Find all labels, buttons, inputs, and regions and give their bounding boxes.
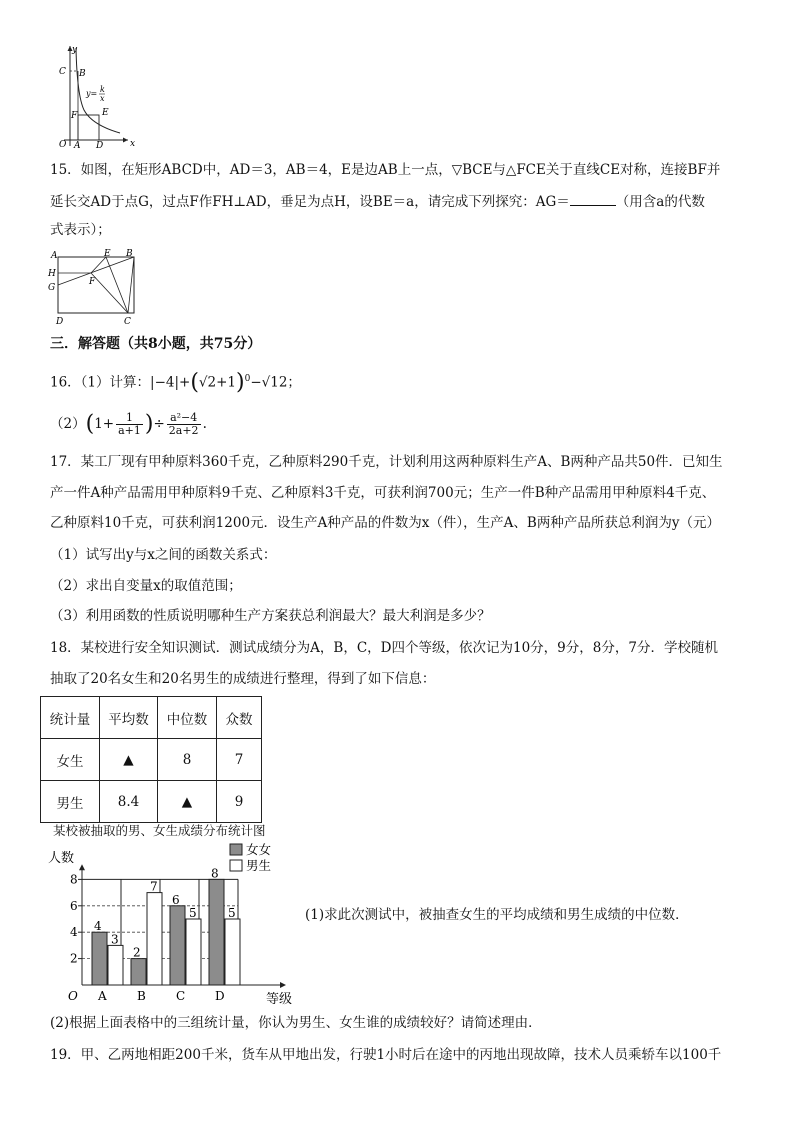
fig2-label-e: E — [104, 249, 111, 259]
bar-value-label: 4 — [94, 919, 102, 934]
q16-p2-one: 1+ — [94, 416, 115, 432]
q16-p2-div: ÷ — [153, 416, 165, 432]
fig2-label-d: D — [56, 317, 64, 326]
table-cell: 8 — [158, 739, 217, 781]
paren-close: ) — [236, 370, 245, 395]
fig1-label-o: O — [59, 140, 67, 150]
q19-line1: 19．甲、乙两地相距200千米，货车从甲地出发，行驶1小时后在途中的丙地出现故障，技术人员乘轿车以100千 — [50, 1047, 722, 1063]
fig1-label-a: A — [74, 141, 81, 150]
y-tick-label: 2 — [70, 951, 78, 966]
q15-line3: 式表示）； — [50, 222, 111, 238]
fraction-1: $\frac{1}{a+1}$ — [118, 411, 141, 437]
paren-open: ( — [190, 370, 199, 395]
table-cell: 8.4 — [100, 781, 158, 823]
bar-value-label: 5 — [228, 906, 236, 920]
q18-line2: 抽取了20名女生和20名男生的成绩进行整理，得到了如下信息： — [50, 671, 436, 687]
table-header-cell: 平均数 — [100, 697, 158, 739]
x-axis-label: 等级 — [266, 992, 293, 1007]
legend-swatch — [230, 844, 242, 855]
q17-line2: 产一件A种产品需用甲种原料9千克、乙种原料3千克，可获利润700元；生产一件B种产品需用甲种原料4千克、 — [50, 485, 716, 501]
fig1-label-k: k — [100, 85, 105, 94]
fig2-label-c: C — [124, 317, 131, 326]
table-cell: ▲ — [100, 739, 158, 781]
bar-value-label: 5 — [189, 906, 197, 920]
q18-sub1: (1)求此次测试中，被抽查女生的平均成绩和男生成绩的中位数． — [305, 907, 689, 923]
y-axis-label: 人数 — [48, 851, 75, 866]
q16-p1-suffix: −√12； — [250, 374, 301, 391]
bar-male — [225, 919, 240, 985]
bar-female — [131, 959, 146, 985]
fig1-label-x: x — [130, 139, 136, 149]
fig1-label-yeq: y= — [86, 89, 98, 98]
q16-part2 — [50, 412, 207, 442]
fig1-label-e: E — [102, 108, 109, 118]
bar-value-label: 8 — [211, 866, 219, 881]
q18-line1: 18．某校进行安全知识测试．测试成绩分为A，B，C，D四个等级，依次记为10分，9分，8分，7分．学校随机 — [50, 640, 718, 656]
bar-value-label: 3 — [111, 932, 119, 947]
fig1-label-y: y — [72, 45, 78, 55]
table-cell: ▲ — [158, 781, 217, 823]
q15-line2 — [50, 191, 705, 211]
table-cell: 女生 — [41, 739, 100, 781]
fig2-label-h: H — [48, 269, 56, 279]
fig2-label-g: G — [48, 283, 56, 293]
fig2-label-f: F — [89, 277, 96, 287]
q16-p1-prefix: 16．（1）计算：|−4|+ — [50, 374, 191, 391]
q16-p1-inner: √2+1 — [198, 374, 237, 391]
y-tick-label: 8 — [70, 872, 78, 887]
bar-female — [92, 932, 107, 985]
origin-label: O — [68, 989, 78, 1003]
hyperbola-figure — [50, 40, 140, 150]
chart-caption: 某校被抽取的男、女生成绩分布统计图 — [53, 823, 266, 838]
q17-line1: 17．某工厂现有甲种原料360千克，乙种原料290千克，计划利用这两种原料生产A、B两种产品共50件．已知生 — [50, 454, 723, 470]
x-axis-arrow — [280, 982, 286, 988]
table-row — [41, 781, 262, 823]
x-tick-label: C — [176, 989, 186, 1003]
q18-sub2: (2)根据上面表格中的三组统计量，你认为男生、女生谁的成绩较好？请简述理由． — [50, 1015, 542, 1031]
legend-label: 男生 — [246, 858, 272, 873]
table-header-cell: 统计量 — [41, 697, 100, 739]
table-header-row — [41, 697, 262, 739]
y-tick-label: 4 — [70, 925, 78, 940]
section-heading: 三．解答题（共8小题，共75分） — [50, 336, 262, 352]
fraction-2: $\frac{\text{a²−4}}{2a+2}$ — [168, 411, 199, 437]
bar-value-label: 6 — [172, 892, 180, 907]
q15-line2-tail: （用含a的代数 — [615, 194, 705, 210]
fig1-label-den: x — [100, 94, 105, 103]
rectangle-figure — [44, 248, 144, 326]
q17-sub3: （3）利用函数的性质说明哪种生产方案获总利润最大？最大利润是多少？ — [50, 608, 491, 624]
table-header-cell: 中位数 — [158, 697, 217, 739]
bar-value-label: 2 — [133, 945, 141, 960]
q17-sub1: （1）试写出y与x之间的函数关系式： — [50, 547, 277, 563]
bar-male — [186, 919, 201, 985]
q16-p2-end: . — [202, 416, 207, 432]
legend-label: 女女 — [246, 842, 272, 857]
fig1-label-f: F — [71, 111, 78, 121]
y-axis-arrow — [79, 864, 85, 870]
paren-open-2: ( — [85, 411, 95, 437]
bar-female — [170, 906, 185, 985]
q16-p1-exp: 0 — [244, 374, 251, 384]
q15-line1: 15．如图，在矩形ABCD中，AD＝3，AB＝4，E是边AB上一点，▽BCE与△FCE关于直线CE对称，连接BF并 — [50, 162, 721, 178]
q17-line3: 乙种原料10千克，可获利润1200元．设生产A种产品的件数为x（件），生产A、B两种产品所获总利润为y（元） — [50, 515, 720, 531]
legend-swatch — [230, 860, 242, 871]
x-tick-label: D — [215, 989, 225, 1003]
table-cell: 9 — [217, 781, 262, 823]
bar-female — [209, 879, 224, 985]
answer-blank — [570, 191, 616, 206]
stats-table — [40, 696, 262, 823]
table-row — [41, 739, 262, 781]
table-header-cell: 众数 — [217, 697, 262, 739]
q17-sub2: （2）求出自变量x的取值范围； — [50, 578, 242, 594]
bar-male — [108, 945, 123, 985]
paren-close-2: ) — [144, 411, 154, 437]
fig1-label-d: D — [96, 141, 104, 150]
table-cell: 7 — [217, 739, 262, 781]
q16-p2-prefix: （2） — [50, 416, 86, 432]
fig2-label-b: B — [126, 249, 133, 259]
bar-male — [147, 893, 162, 985]
table-cell: 男生 — [41, 781, 100, 823]
x-tick-label: B — [137, 989, 146, 1003]
bar-value-label: 7 — [150, 879, 158, 894]
y-tick-label: 6 — [70, 898, 78, 913]
fig2-label-a: A — [51, 251, 58, 261]
x-tick-label: A — [98, 989, 107, 1003]
q15-line2-text: 延长交AD于点G，过点F作FH⊥AD，垂足为点H，设BE＝a，请完成下列探究：AG＝ — [50, 194, 570, 210]
fig1-label-c: C — [59, 67, 66, 77]
fig1-label-b: B — [79, 69, 86, 79]
q16-part1 — [50, 370, 301, 395]
bar-chart — [44, 840, 294, 1010]
